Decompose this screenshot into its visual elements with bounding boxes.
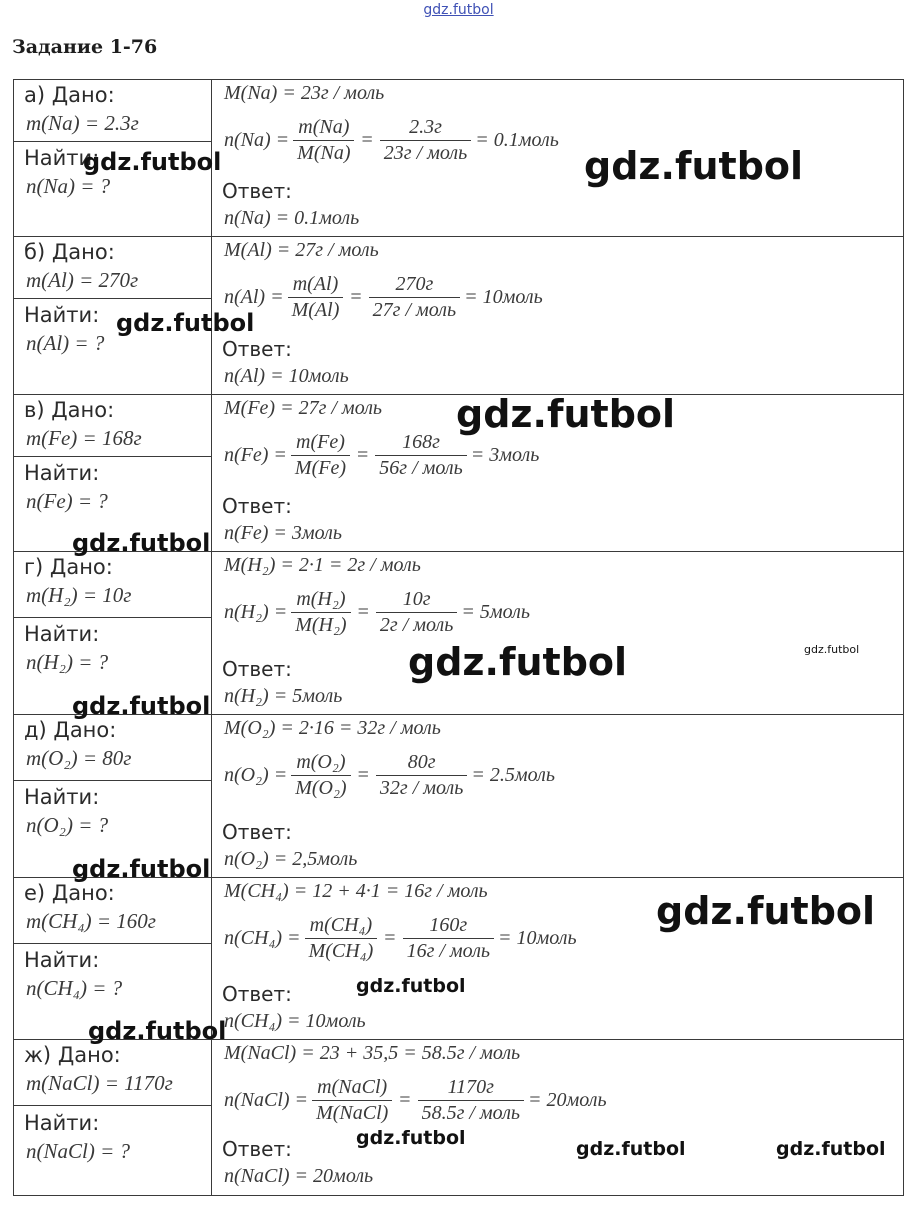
molar-mass-line: M(NaCl) = 23 + 35,5 = 58.5г / моль	[224, 1042, 521, 1064]
amount-equation	[224, 588, 530, 637]
find-label: Найти:	[24, 303, 100, 327]
given-find-cell	[14, 715, 212, 877]
fraction-numerator: m(CH₄)	[309, 914, 373, 936]
watermark: gdz.futbol	[83, 148, 222, 176]
find-formula: n(CH₄) = ?	[26, 976, 123, 1000]
fraction-denominator: M(CH₄)	[305, 938, 378, 963]
fraction-numerator: m(Al)	[292, 273, 339, 295]
numeric-fraction	[375, 431, 466, 480]
symbolic-fraction	[291, 431, 350, 480]
symbolic-fraction	[305, 914, 378, 963]
fraction-denominator: M(Na)	[293, 140, 354, 165]
numeric-fraction	[376, 751, 467, 800]
equals-sign: =	[350, 286, 362, 308]
given-find-cell	[14, 395, 212, 551]
watermark: gdz.futbol	[804, 643, 860, 656]
find-formula: n(Na) = ?	[26, 174, 111, 198]
answer-line: n(Na) = 0.1моль	[224, 207, 360, 229]
equation-lhs: n(H₂) =	[224, 601, 288, 623]
symbolic-fraction	[291, 588, 350, 637]
problem-row	[14, 715, 903, 878]
answer-line: n(Al) = 10моль	[224, 365, 349, 387]
given-label: а) Дано:	[24, 83, 115, 107]
given-section	[14, 237, 211, 299]
find-formula: n(NaCl) = ?	[26, 1139, 131, 1163]
answer-label: Ответ:	[222, 337, 292, 361]
equation-result: = 2.5моль	[471, 764, 555, 786]
given-label: в) Дано:	[24, 398, 115, 422]
symbolic-fraction	[312, 1076, 392, 1125]
watermark: gdz.futbol	[576, 1138, 686, 1160]
amount-equation	[224, 273, 543, 322]
given-section	[14, 1040, 211, 1106]
answer-line: n(NaCl) = 20моль	[224, 1165, 374, 1187]
site-link[interactable]: gdz.futbol	[423, 2, 494, 18]
given-section	[14, 395, 211, 457]
watermark: gdz.futbol	[584, 144, 804, 188]
given-section	[14, 552, 211, 618]
answer-line: n(H₂) = 5моль	[224, 685, 343, 707]
molar-mass-line: M(CH₄) = 12 + 4·1 = 16г / моль	[224, 880, 488, 902]
given-formula: m(CH₄) = 160г	[26, 909, 156, 933]
fraction-numerator: 1170г	[447, 1076, 494, 1098]
equals-sign: =	[384, 927, 396, 949]
equation-result: = 10моль	[464, 286, 543, 308]
watermark: gdz.futbol	[116, 309, 255, 337]
molar-mass-line: M(O₂) = 2·16 = 32г / моль	[224, 717, 441, 739]
equation-result: = 0.1моль	[475, 129, 559, 151]
watermark: gdz.futbol	[72, 692, 211, 720]
given-formula: m(O₂) = 80г	[26, 746, 132, 770]
page-title: Задание 1-76	[12, 36, 158, 58]
watermark: gdz.futbol	[408, 640, 628, 684]
watermark: gdz.futbol	[356, 975, 466, 997]
equation-result: = 10моль	[498, 927, 577, 949]
molar-mass-line: M(H₂) = 2·1 = 2г / моль	[224, 554, 421, 576]
find-formula: n(O₂) = ?	[26, 813, 109, 837]
answer-line: n(CH₄) = 10моль	[224, 1010, 366, 1032]
equals-sign: =	[357, 601, 369, 623]
symbolic-fraction	[293, 116, 354, 165]
watermark: gdz.futbol	[72, 855, 211, 883]
numeric-fraction	[380, 116, 471, 165]
find-label: Найти:	[24, 785, 100, 809]
fraction-denominator: M(Al)	[288, 297, 344, 322]
problem-row	[14, 1040, 903, 1195]
watermark: gdz.futbol	[776, 1138, 886, 1160]
equation-result: = 3моль	[470, 444, 540, 466]
equation-lhs: n(CH₄) =	[224, 927, 301, 949]
fraction-numerator: 80г	[407, 751, 436, 773]
given-formula: m(NaCl) = 1170г	[26, 1071, 173, 1095]
find-label: Найти:	[24, 1111, 100, 1135]
equation-lhs: n(Al) =	[224, 286, 284, 308]
find-formula: n(Fe) = ?	[26, 489, 108, 513]
given-find-cell	[14, 878, 212, 1039]
equals-sign: =	[357, 444, 369, 466]
fraction-denominator: M(NaCl)	[312, 1100, 392, 1125]
fraction-numerator: m(H₂)	[296, 588, 346, 610]
molar-mass-line: M(Na) = 23г / моль	[224, 82, 385, 104]
fraction-numerator: 2.3г	[409, 116, 442, 138]
given-label: д) Дано:	[24, 718, 117, 742]
given-section	[14, 80, 211, 142]
fraction-numerator: 270г	[395, 273, 434, 295]
equals-sign: =	[361, 129, 373, 151]
fraction-denominator: 2г / моль	[376, 612, 457, 637]
watermark: gdz.futbol	[456, 392, 676, 436]
find-formula: n(H₂) = ?	[26, 650, 109, 674]
equation-result: = 20моль	[528, 1089, 607, 1111]
solution-cell	[212, 237, 903, 394]
fraction-denominator: 32г / моль	[376, 775, 467, 800]
find-section	[14, 1106, 211, 1195]
given-label: г) Дано:	[24, 555, 113, 579]
fraction-denominator: 56г / моль	[375, 455, 466, 480]
molar-mass-line: M(Al) = 27г / моль	[224, 239, 379, 261]
answer-label: Ответ:	[222, 1137, 292, 1161]
answer-label: Ответ:	[222, 179, 292, 203]
fraction-numerator: 168г	[402, 431, 440, 453]
fraction-denominator: M(Fe)	[291, 455, 350, 480]
find-formula: n(Al) = ?	[26, 331, 105, 355]
numeric-fraction	[418, 1076, 524, 1125]
fraction-numerator: 160г	[429, 914, 468, 936]
watermark: gdz.futbol	[72, 529, 211, 557]
molar-mass-line: M(Fe) = 27г / моль	[224, 397, 383, 419]
answer-line: n(Fe) = 3моль	[224, 522, 342, 544]
given-section	[14, 878, 211, 944]
answer-label: Ответ:	[222, 657, 292, 681]
given-formula: m(Na) = 2.3г	[26, 111, 139, 135]
find-label: Найти:	[24, 146, 100, 170]
watermark: gdz.futbol	[356, 1127, 466, 1149]
given-formula: m(Fe) = 168г	[26, 426, 142, 450]
equation-lhs: n(NaCl) =	[224, 1089, 309, 1111]
equation-lhs: n(O₂) =	[224, 764, 288, 786]
fraction-numerator: 10г	[402, 588, 431, 610]
equals-sign: =	[357, 764, 369, 786]
amount-equation	[224, 914, 577, 963]
solution-cell	[212, 552, 903, 714]
given-formula: m(Al) = 270г	[26, 268, 139, 292]
given-find-cell	[14, 1040, 212, 1195]
amount-equation	[224, 1076, 607, 1125]
watermark: gdz.futbol	[88, 1017, 227, 1045]
answer-line: n(O₂) = 2,5моль	[224, 848, 358, 870]
amount-equation	[224, 116, 559, 165]
find-label: Найти:	[24, 622, 100, 646]
symbolic-fraction	[291, 751, 350, 800]
given-label: ж) Дано:	[24, 1043, 121, 1067]
given-label: б) Дано:	[24, 240, 115, 264]
numeric-fraction	[376, 588, 457, 637]
fraction-denominator: 23г / моль	[380, 140, 471, 165]
amount-equation	[224, 751, 555, 800]
answer-label: Ответ:	[222, 982, 292, 1006]
fraction-denominator: M(O₂)	[291, 775, 350, 800]
fraction-denominator: 27г / моль	[369, 297, 460, 322]
watermark: gdz.futbol	[656, 889, 876, 933]
answer-label: Ответ:	[222, 820, 292, 844]
answer-label: Ответ:	[222, 494, 292, 518]
find-label: Найти:	[24, 948, 100, 972]
given-find-cell	[14, 552, 212, 714]
equation-result: = 5моль	[461, 601, 530, 623]
given-formula: m(H₂) = 10г	[26, 583, 132, 607]
amount-equation	[224, 431, 539, 480]
symbolic-fraction	[288, 273, 344, 322]
find-label: Найти:	[24, 461, 100, 485]
equation-lhs: n(Na) =	[224, 129, 290, 151]
fraction-numerator: m(Na)	[298, 116, 350, 138]
solution-cell	[212, 715, 903, 877]
numeric-fraction	[369, 273, 460, 322]
solution-cell	[212, 1040, 903, 1195]
numeric-fraction	[403, 914, 494, 963]
equals-sign: =	[399, 1089, 411, 1111]
given-section	[14, 715, 211, 781]
fraction-numerator: m(O₂)	[296, 751, 346, 773]
problem-row	[14, 552, 903, 715]
given-label: е) Дано:	[24, 881, 115, 905]
fraction-denominator: 58.5г / моль	[418, 1100, 524, 1125]
fraction-numerator: m(Fe)	[296, 431, 345, 453]
equation-lhs: n(Fe) =	[224, 444, 287, 466]
fraction-denominator: M(H₂)	[291, 612, 350, 637]
fraction-denominator: 16г / моль	[403, 938, 494, 963]
fraction-numerator: m(NaCl)	[317, 1076, 388, 1098]
